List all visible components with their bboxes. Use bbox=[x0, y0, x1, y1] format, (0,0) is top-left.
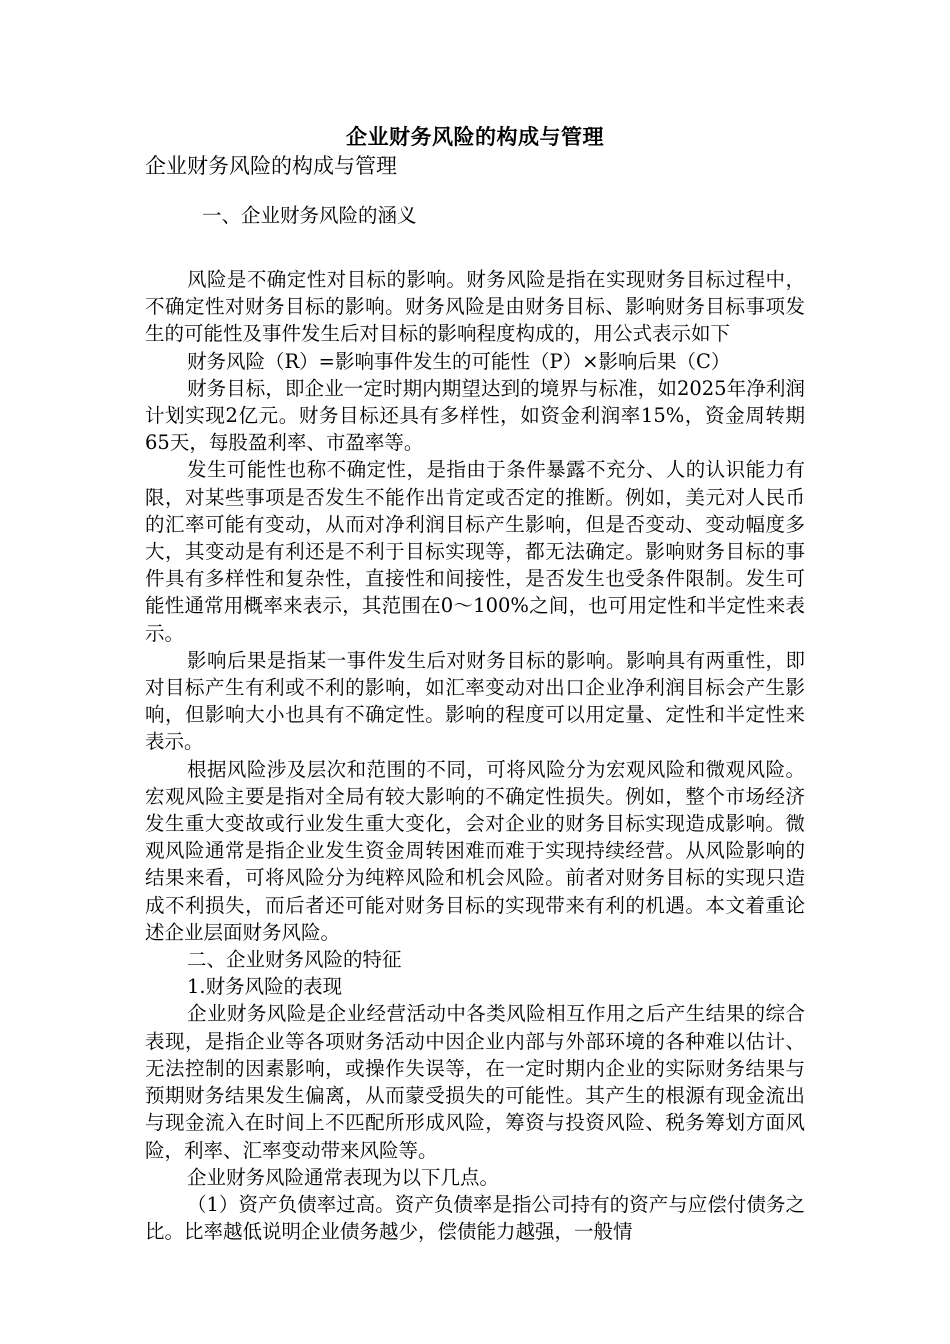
document-title: 企业财务风险的构成与管理 bbox=[346, 124, 604, 149]
section-heading-1: 一、企业财务风险的涵义 bbox=[202, 204, 417, 227]
section-heading-2: 二、企业财务风险的特征 bbox=[187, 948, 402, 972]
paragraph: 影响后果是指某一事件发生后对财务目标的影响。影响具有两重性，即对目标产生有利或不利的影响，如汇率变动对出口企业净利润目标会产生影响，但影响大小也具有不确定性。影响的程度可以用定量、定性和半定性来表示。 bbox=[145, 648, 805, 754]
subsection-heading: 1.财务风险的表现 bbox=[187, 975, 343, 999]
paragraph: 企业财务风险是企业经营活动中各类风险相互作用之后产生结果的综合表现，是指企业等各项财务活动中因企业内部与外部环境的各种难以估计、无法控制的因素影响，或操作失误等，在一定时期内企业的实际财务结果与预期财务结果发生偏离，从而蒙受损失的可能性。其产生的根源有现金流出与现金流入在时间上不匹配所形成风险，筹资与投资风险、税务筹划方面风险，利率、汇率变动带来风险等。 bbox=[145, 1002, 805, 1162]
paragraph: 发生可能性也称不确定性，是指由于条件暴露不充分、人的认识能力有限，对某些事项是否发生不能作出肯定或否定的推断。例如，美元对人民币的汇率可能有变动，从而对净利润目标产生影响，但是否变动、变动幅度多大，其变动是有利还是不利于目标实现等，都无法确定。影响财务目标的事件具有多样性和复杂性，直接性和间接性，是否发生也受条件限制。发生可能性通常用概率来表示，其范围在0～100%之间，也可用定性和半定性来表示。 bbox=[145, 458, 805, 645]
paragraph: 风险是不确定性对目标的影响。财务风险是指在实现财务目标过程中，不确定性对财务目标的影响。财务风险是由财务目标、影响财务目标事项发生的可能性及事件发生后对目标的影响程度构成的，用公式表示如下 bbox=[145, 268, 805, 346]
formula-line: 财务风险（R）=影响事件发生的可能性（P）×影响后果（C） bbox=[187, 349, 731, 373]
paragraph: （1）资产负债率过高。资产负债率是指公司持有的资产与应偿付债务之比。比率越低说明企业债务越少，偿债能力越强，一般情 bbox=[145, 1192, 805, 1244]
paragraph: 根据风险涉及层次和范围的不同，可将风险分为宏观风险和微观风险。宏观风险主要是指对全局有较大影响的不确定性损失。例如，整个市场经济发生重大变故或行业发生重大变化，会对企业的财务目标实现造成影响。微观风险通常是指企业发生资金周转困难而难于实现持续经营。从风险影响的结果来看，可将风险分为纯粹风险和机会风险。前者对财务目标的实现只造成不利损失，而后者还可能对财务目标的实现带来有利的机遇。本文着重论述企业层面财务风险。 bbox=[145, 757, 805, 944]
paragraph: 财务目标，即企业一定时期内期望达到的境界与标准，如2025年净利润计划实现2亿元。财务目标还具有多样性，如资金利润率15%，资金周转期65天，每股盈利率、市盈率等。 bbox=[145, 376, 805, 455]
document-subtitle: 企业财务风险的构成与管理 bbox=[145, 154, 397, 178]
paragraph: 企业财务风险通常表现为以下几点。 bbox=[187, 1165, 500, 1189]
document-page bbox=[145, 122, 805, 1245]
